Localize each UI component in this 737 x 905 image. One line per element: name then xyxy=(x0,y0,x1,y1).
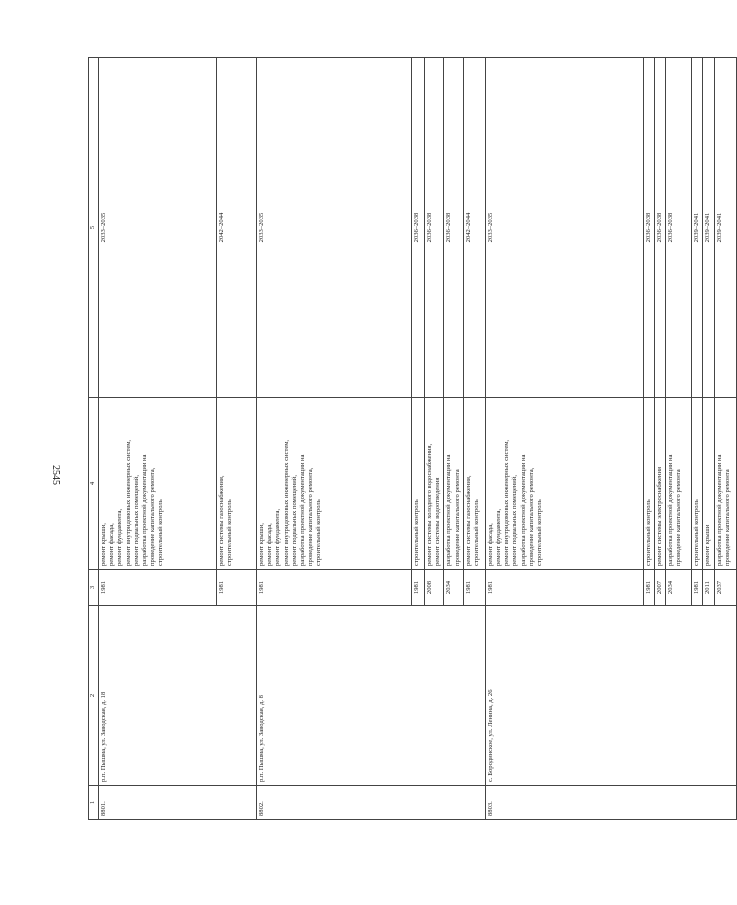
period-cell: 2036–2038 xyxy=(412,58,425,398)
work-line: ремонт внутридомовых инженерных систем, xyxy=(124,439,132,566)
period-cell: 2042–2044 xyxy=(217,58,257,398)
year-cell: 1981 xyxy=(643,570,654,606)
works-cell xyxy=(485,398,643,570)
work-line: ремонт подвальных помещений, xyxy=(511,475,519,566)
work-line: проведение капитального ремонта xyxy=(723,469,731,566)
address: р.п. Пышма, ул. Заводская, д. 18 xyxy=(99,606,257,786)
period-cell: 2036–2038 xyxy=(666,58,692,398)
year-cell: 1981 xyxy=(485,570,643,606)
work-line: строительный контроль xyxy=(157,499,165,566)
work-line: ремонт внутридомовых инженерных систем, xyxy=(503,439,511,566)
period-cell: 2039–2041 xyxy=(703,58,714,398)
work-line: ремонт крыши, xyxy=(258,523,265,566)
works-cell xyxy=(666,398,692,570)
year-cell: 1981 xyxy=(217,570,257,606)
year-cell: 2034 xyxy=(444,570,463,606)
year-cell: 1981 xyxy=(412,570,425,606)
work-line: проведение капитального ремонта xyxy=(675,469,683,566)
works-cell xyxy=(655,398,666,570)
work-line: ремонт системы водоотведения xyxy=(434,477,442,566)
work-line: ремонт подвальных помещений, xyxy=(132,475,140,566)
work-line: проведение капитального ремонта xyxy=(453,469,461,566)
address: с. Бородинское, ул. Ленина, д. 26 xyxy=(485,606,736,786)
item-number: 8803. xyxy=(485,786,736,820)
work-line: ремонт фундамента, xyxy=(495,508,503,566)
work-line: ремонт системы холодного водоснабжения, xyxy=(426,443,433,566)
column-header: 1 xyxy=(89,786,99,820)
work-line: строительный контроль xyxy=(693,499,701,566)
work-line: строительный контроль xyxy=(644,499,652,566)
item-number: 8802. xyxy=(257,786,486,820)
work-line: ремонт крыши xyxy=(704,524,712,566)
works-cell xyxy=(257,398,412,570)
works-cell xyxy=(412,398,425,570)
period-cell: 2033–2035 xyxy=(257,58,412,398)
period-cell: 2039–2041 xyxy=(714,58,736,398)
period-cell: 2036–2038 xyxy=(643,58,654,398)
column-header: 2 xyxy=(89,606,99,786)
work-line: ремонт крыши, xyxy=(100,523,107,566)
work-line: проведение капитального ремонта, xyxy=(527,467,535,566)
work-line: ремонт системы газоснабжения, xyxy=(464,475,472,566)
column-header: 3 xyxy=(89,570,99,606)
works-cell xyxy=(692,398,703,570)
work-line: ремонт фундамента, xyxy=(274,508,282,566)
work-line: строительный контроль xyxy=(536,499,544,566)
work-line: разработка проектной документации на xyxy=(715,454,723,566)
work-line: разработка проектной документации на xyxy=(519,454,527,566)
year-cell: 2007 xyxy=(655,570,666,606)
period-cell: 2036–2038 xyxy=(425,58,444,398)
period-cell: 2039–2041 xyxy=(692,58,703,398)
year-cell: 1981 xyxy=(692,570,703,606)
work-line: ремонт фундамента, xyxy=(116,508,124,566)
period-cell: 2036–2038 xyxy=(444,58,463,398)
table-body xyxy=(99,58,737,820)
work-line: разработка проектной документации на xyxy=(141,454,149,566)
work-line: проведение капитального ремонта, xyxy=(149,467,157,566)
page-number: 2545 xyxy=(50,465,61,485)
works-cell xyxy=(643,398,654,570)
period-cell: 2036–2038 xyxy=(655,58,666,398)
work-line: строительный контроль xyxy=(413,499,420,566)
table-row xyxy=(99,58,217,820)
table-row xyxy=(485,58,643,820)
address: р.п. Пышма, ул. Заводская, д. 8 xyxy=(257,606,486,786)
work-line: строительный контроль xyxy=(315,499,323,566)
column-header: 4 xyxy=(89,398,99,570)
item-number: 8801. xyxy=(99,786,257,820)
works-cell xyxy=(703,398,714,570)
year-cell: 1981 xyxy=(463,570,485,606)
period-cell: 2042–2044 xyxy=(463,58,485,398)
repair-schedule-table xyxy=(88,57,737,820)
works-cell xyxy=(99,398,217,570)
work-line: ремонт фасада, xyxy=(108,523,116,566)
work-line: строительный контроль xyxy=(473,499,481,566)
year-cell: 2037 xyxy=(714,570,736,606)
header-row xyxy=(89,58,99,820)
work-line: разработка проектной документации на xyxy=(299,454,307,566)
works-cell xyxy=(217,398,257,570)
work-line: разработка проектной документации на xyxy=(445,454,453,566)
table-row xyxy=(257,58,412,820)
work-line: проведение капитального ремонта, xyxy=(307,467,315,566)
year-cell: 2011 xyxy=(703,570,714,606)
work-line: ремонт фасада, xyxy=(486,523,494,566)
column-header: 5 xyxy=(89,58,99,398)
year-cell: 2034 xyxy=(666,570,692,606)
period-cell: 2033–2035 xyxy=(485,58,643,398)
works-cell xyxy=(714,398,736,570)
work-line: ремонт внутридомовых инженерных систем, xyxy=(282,439,290,566)
work-line: ремонт подвальных помещений, xyxy=(290,475,298,566)
works-cell xyxy=(425,398,444,570)
work-line: ремонт системы газоснабжения, xyxy=(218,475,225,566)
work-line: ремонт системы электроснабжения xyxy=(656,466,664,566)
works-cell xyxy=(463,398,485,570)
work-line: разработка проектной документации на xyxy=(667,454,675,566)
rotated-page xyxy=(88,58,731,820)
year-cell: 2008 xyxy=(425,570,444,606)
work-line: ремонт фасада, xyxy=(266,523,274,566)
period-cell: 2033–2035 xyxy=(99,58,217,398)
works-cell xyxy=(444,398,463,570)
work-line: строительный контроль xyxy=(226,499,234,566)
year-cell: 1981 xyxy=(99,570,217,606)
year-cell: 1981 xyxy=(257,570,412,606)
